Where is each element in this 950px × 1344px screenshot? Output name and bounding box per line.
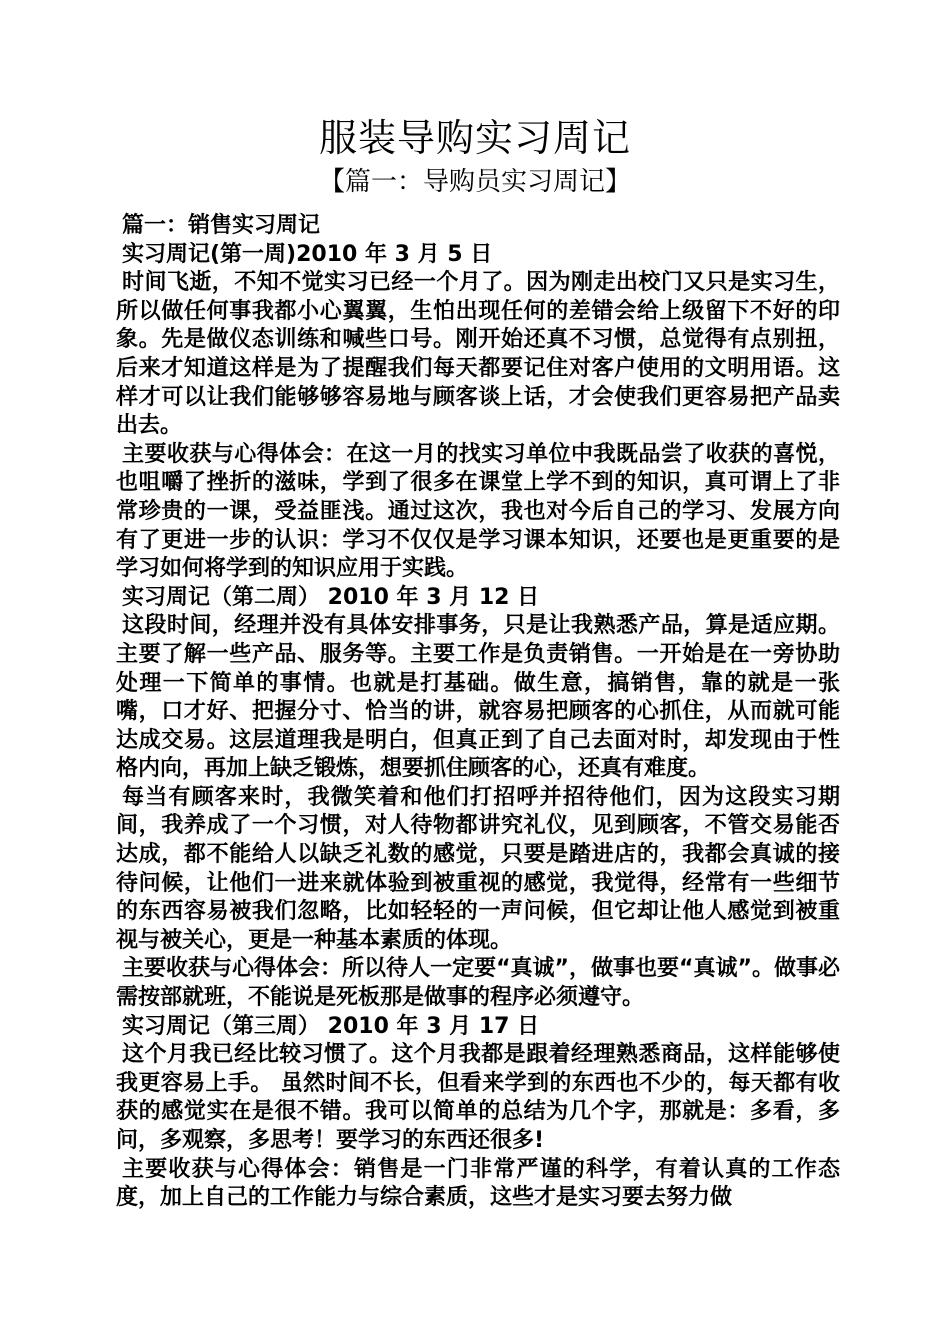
week-heading: 实习周记(第一周)2010 年 3 月 5 日 <box>122 241 493 267</box>
section-heading: 篇一：销售实习周记 <box>122 213 321 238</box>
document-title: 服装导购实习周记 <box>318 116 631 160</box>
body-paragraph: 时间飞逝，不知不觉实习已经一个月了。因为刚走出校门又只是实习生，所以做任何事我都小心翼翼，生怕出现任何的差错会给上级留下不好的印象。先是做仪态训练和喊些口号。刚开始还真不习惯，总觉得有点别扭，后来才知道这样是为了提醒我们每天都要记住对客户使用的文明用语。这样才可以让我们能够够容易地与顾客谈上话，才会使我们更容易把产品卖出去。 <box>116 270 840 439</box>
week-heading: 实习周记（第三周） 2010 年 3 月 17 日 <box>122 1013 540 1039</box>
document-body <box>116 212 840 1213</box>
body-paragraph: 主要收获与心得体会：在这一月的找实习单位中我既品尝了收获的喜悦，也咀嚼了挫折的滋味，学到了很多在课堂上学不到的知识，真可谓上了非常珍贵的一课，受益匪浅。通过这次，我也对今后自己的学习、发展方向有了更进一步的认识：学习不仅仅是学习课本知识，还要也是更重要的是学习如何将学到的知识应用于实践。 <box>116 441 840 582</box>
body-paragraph: 主要收获与心得体会：销售是一门非常严谨的科学，有着认真的工作态度，加上自己的工作能力与综合素质，这些才是实习要去努力做 <box>116 1156 840 1211</box>
body-paragraph: 每当有顾客来时，我微笑着和他们打招呼并招待他们，因为这段实习期间，我养成了一个习惯，对人待物都讲究礼仪，见到顾客，不管交易能否达成，都不能给人以缺乏礼数的感觉，只要是踏进店的，我都会真诚的接待问候，让他们一进来就体验到被重视的感觉，我觉得，经常有一些细节的东西容易被我们忽略，比如轻轻的一声问候，但它却让他人感觉到被重视与被关心，更是一种基本素质的体现。 <box>116 784 840 953</box>
body-paragraph: 主要收获与心得体会：所以待人一定要“真诚”，做事也要“真诚”。做事必需按部就班，不能说是死板那是做事的程序必须遵守。 <box>116 956 840 1011</box>
document-subtitle: 【篇一：导购员实习周记】 <box>318 167 631 197</box>
week-heading: 实习周记（第二周） 2010 年 3 月 12 日 <box>122 584 540 610</box>
body-paragraph: 这段时间，经理并没有具体安排事务，只是让我熟悉产品，算是适应期。主要了解一些产品、服务等。主要工作是负责销售。一开始是在一旁协助处理一下简单的事情。也就是打基础。做生意，搞销售，靠的就是一张嘴，口才好、把握分寸、恰当的讲，就容易把顾客的心抓住，从而就可能达成交易。这层道理我是明白，但真正到了自己去面对时，却发现由于性格内向，再加上缺乏锻炼，想要抓住顾客的心，还真有难度。 <box>116 613 840 782</box>
body-paragraph: 这个月我已经比较习惯了。这个月我都是跟着经理熟悉商品，这样能够使我更容易上手。 虽然时间不长，但看来学到的东西也不少的，每天都有收获的感觉实在是很不错。我可以简单的总结为几个字，那就是：多看，多问，多观察，多思考！要学习的东西还很多! <box>116 1042 840 1153</box>
